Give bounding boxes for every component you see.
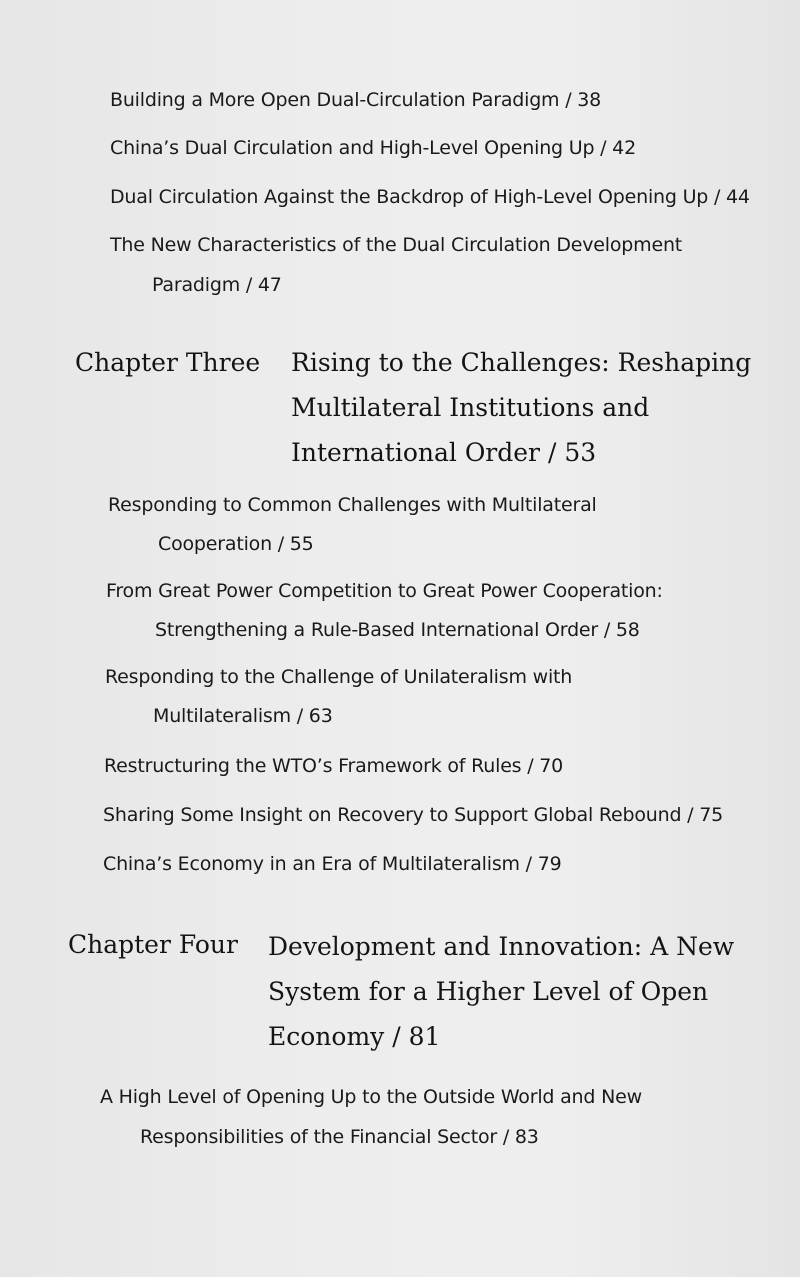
toc-entry-text: Building a More Open Dual-Circulation Paradigm / 38 bbox=[110, 89, 602, 111]
toc-entry bbox=[110, 80, 601, 120]
chapter-title-line: Economy / 81 bbox=[268, 1022, 441, 1051]
toc-entry-text: China’s Economy in an Era of Multilateralism / 79 bbox=[103, 853, 562, 875]
chapter-title-line: System for a Higher Level of Open bbox=[268, 977, 709, 1006]
toc-entry bbox=[110, 177, 750, 217]
toc-entry-line2: Responsibilities of the Financial Sector / 83 bbox=[140, 1126, 539, 1148]
toc-entry bbox=[110, 225, 682, 305]
toc-entry-line1: A High Level of Opening Up to the Outside World and New bbox=[100, 1086, 642, 1108]
toc-entry-line2: Strengthening a Rule-Based International Order / 58 bbox=[155, 619, 640, 641]
chapter-four-label: Chapter Four bbox=[68, 930, 238, 959]
chapter-three-label: Chapter Three bbox=[75, 348, 261, 377]
toc-entry bbox=[104, 746, 563, 786]
toc-entry-line1: Responding to the Challenge of Unilateralism with bbox=[105, 666, 573, 688]
toc-entry-text: Sharing Some Insight on Recovery to Support Global Rebound / 75 bbox=[103, 804, 723, 826]
toc-entry-line1: The New Characteristics of the Dual Circulation Development bbox=[110, 234, 683, 256]
toc-entry-text: Restructuring the WTO’s Framework of Rules / 70 bbox=[104, 755, 564, 777]
chapter-title-line: Multilateral Institutions and bbox=[291, 393, 650, 422]
toc-entry bbox=[100, 1077, 642, 1157]
toc-entry-line2: Multilateralism / 63 bbox=[153, 705, 333, 727]
chapter-title-line: Rising to the Challenges: Reshaping bbox=[291, 348, 752, 377]
chapter-four-title bbox=[268, 924, 734, 1059]
toc-entry-line2: Paradigm / 47 bbox=[152, 274, 282, 296]
toc-entry-text: Dual Circulation Against the Backdrop of High-Level Opening Up / 44 bbox=[110, 186, 750, 208]
toc-entry-line2: Cooperation / 55 bbox=[158, 533, 314, 555]
toc-entry bbox=[105, 658, 572, 736]
toc-entry bbox=[110, 128, 636, 168]
chapter-title-line: Development and Innovation: A New bbox=[268, 932, 735, 961]
toc-entry-line1: Responding to Common Challenges with Multilateral bbox=[108, 494, 597, 516]
toc-entry bbox=[103, 795, 723, 835]
toc-entry-text: China’s Dual Circulation and High-Level Opening Up / 42 bbox=[110, 137, 636, 159]
toc-entry bbox=[106, 572, 663, 650]
toc-entry bbox=[108, 486, 597, 564]
toc-entry bbox=[103, 844, 562, 884]
toc-entry-line1: From Great Power Competition to Great Power Cooperation: bbox=[106, 580, 663, 602]
chapter-title-line: International Order / 53 bbox=[291, 438, 597, 467]
chapter-three-title bbox=[291, 340, 751, 475]
